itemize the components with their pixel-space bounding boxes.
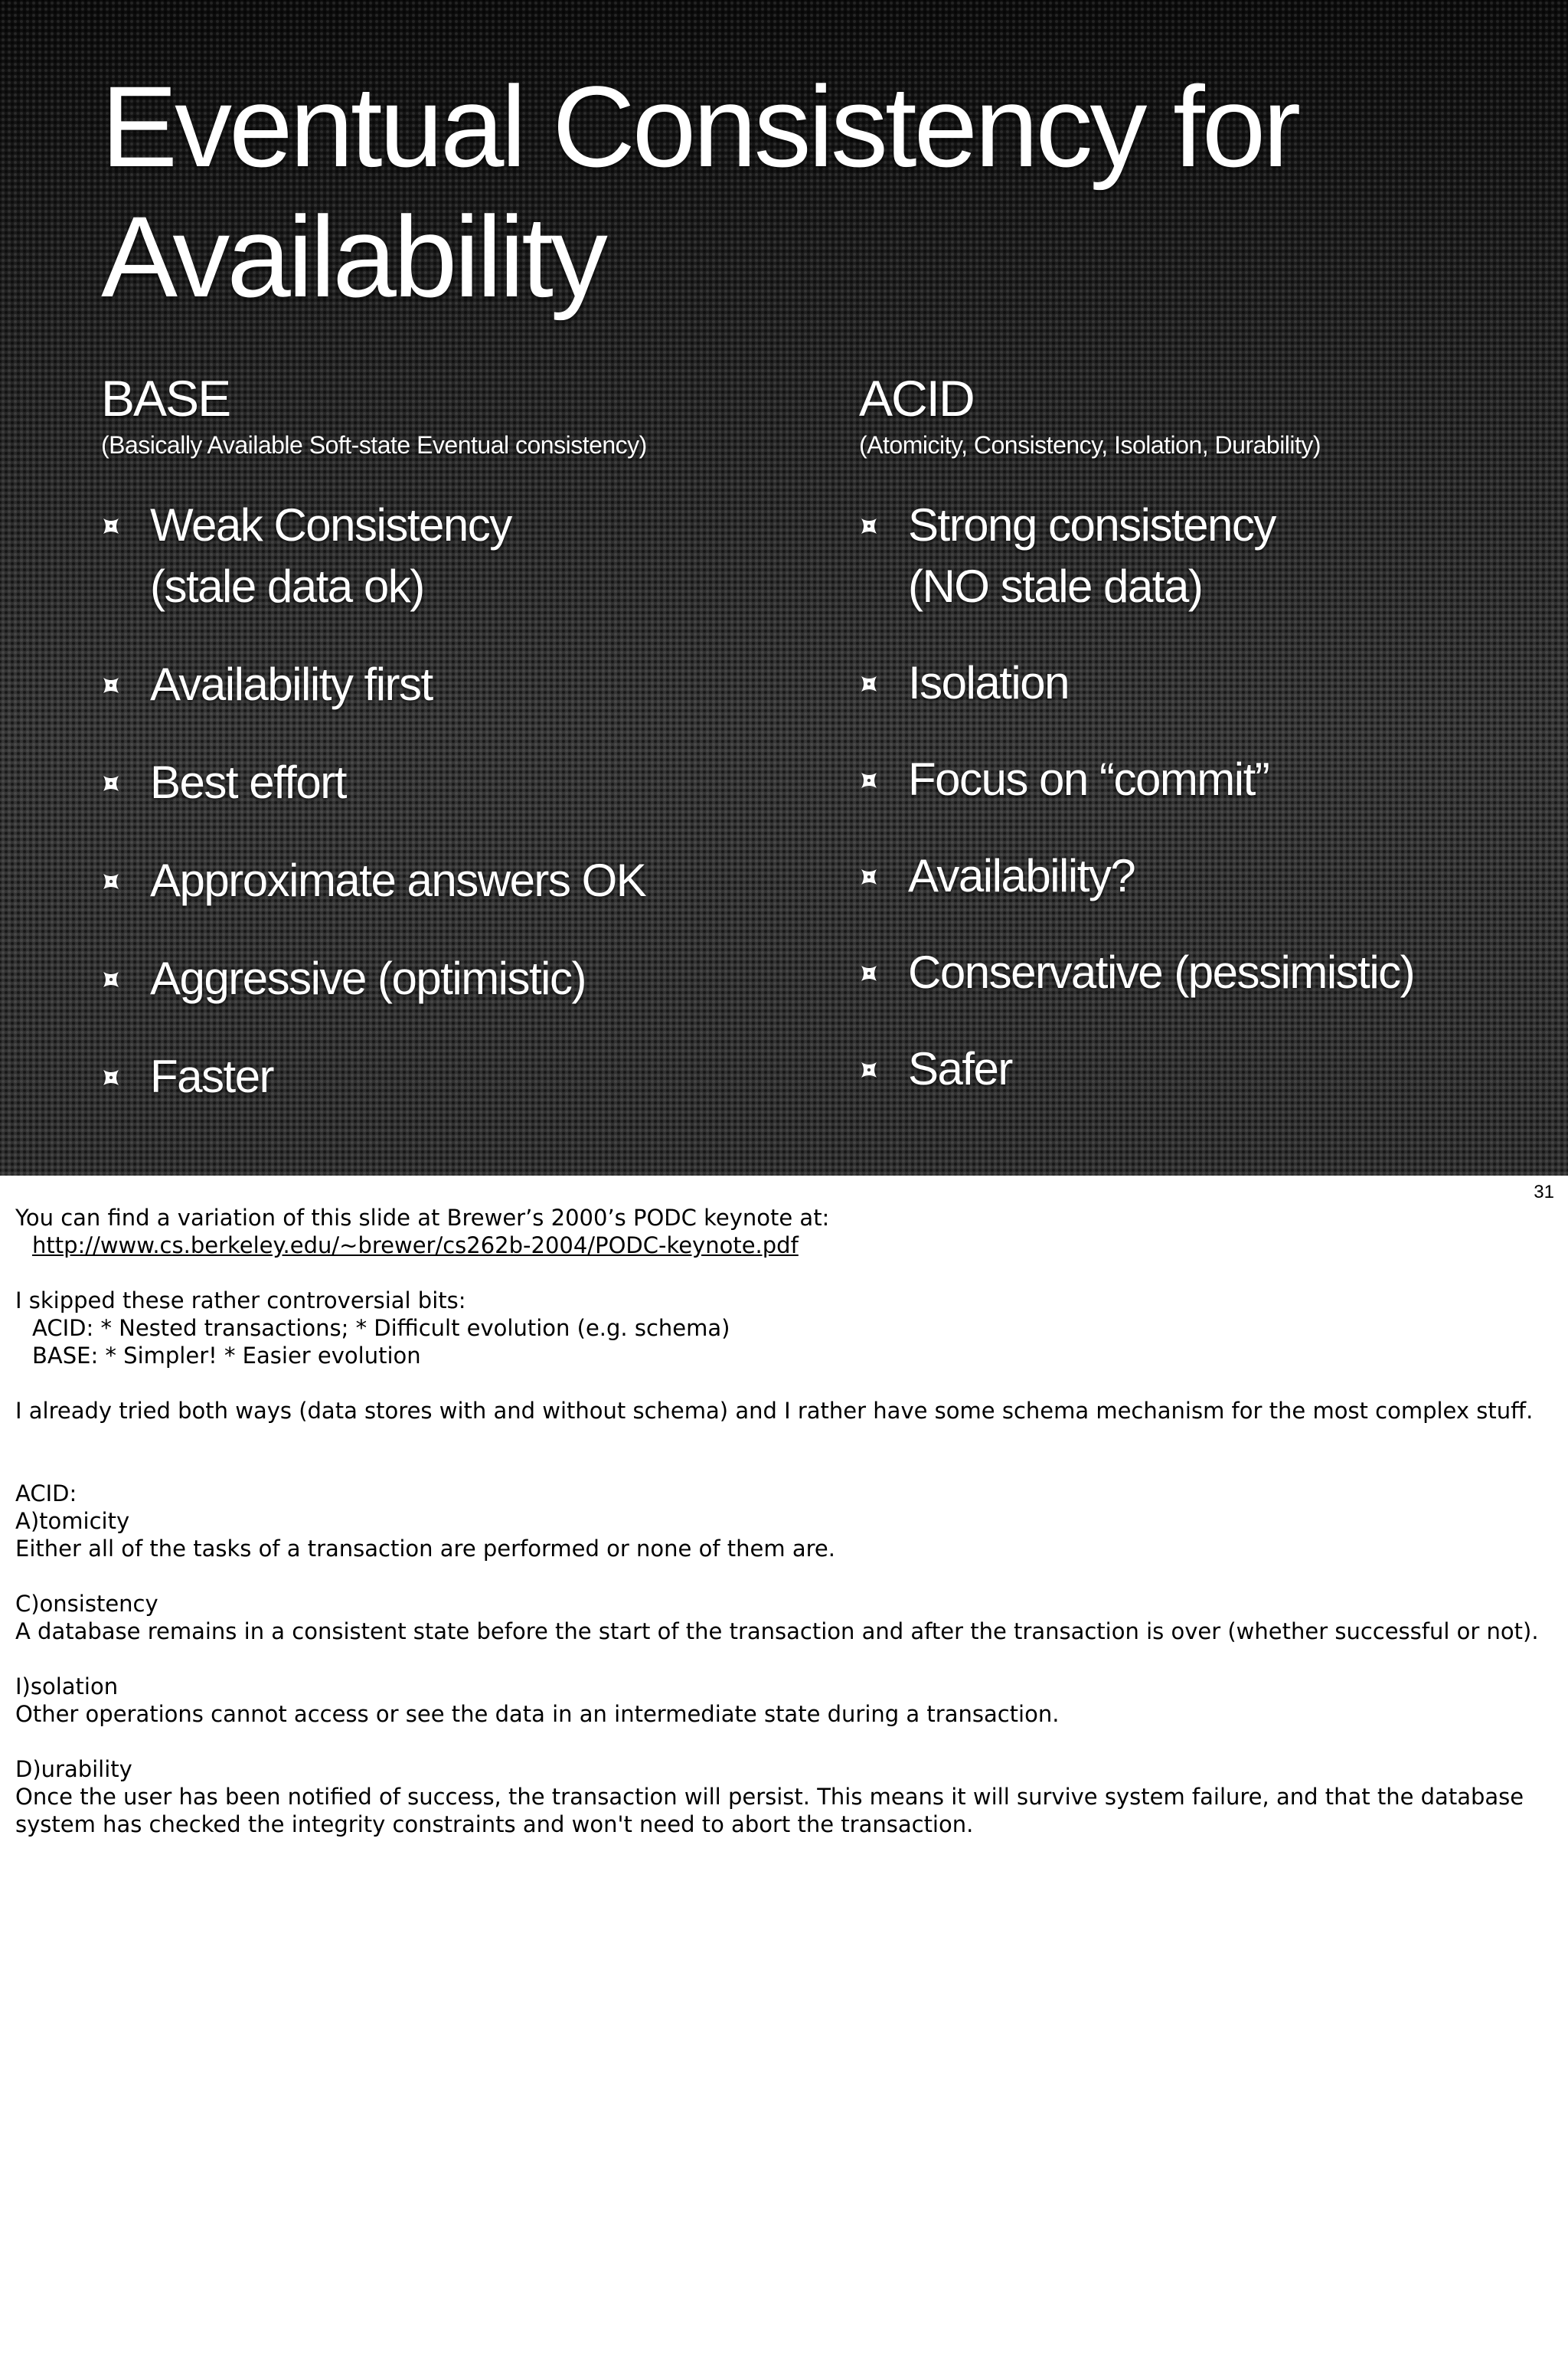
slide-title-line-1: Eventual Consistency for xyxy=(101,62,1298,191)
base-bullet-faster xyxy=(101,1046,775,1107)
bullet-text: Safer xyxy=(908,1043,1012,1094)
base-bullet-aggressive xyxy=(101,948,775,1009)
bullet-text: Strong consistency xyxy=(908,499,1276,551)
bullet-text-continued: (stale data ok) xyxy=(150,561,424,612)
base-bullet-list xyxy=(101,495,775,1107)
speaker-notes xyxy=(15,1204,1547,1838)
notes-skipped-header: I skipped these rather controversial bits: xyxy=(15,1287,466,1313)
x-bullet-icon xyxy=(101,970,121,990)
acid-bullet-strong-consistency xyxy=(859,495,1533,617)
base-column xyxy=(101,368,775,1144)
notes-atomicity-text: Either all of the tasks of a transaction are performed or none of them are. xyxy=(15,1536,835,1562)
x-bullet-icon xyxy=(101,774,121,793)
bullet-text: Aggressive (optimistic) xyxy=(150,953,586,1004)
acid-bullet-availability xyxy=(859,846,1533,907)
base-bullet-availability-first xyxy=(101,654,775,715)
notes-durability-text: Once the user has been notified of success, the transaction will persist. This means it will survive system failure, and that the database system has checked the integrity constraints and won't need to abort the transaction. xyxy=(15,1784,1524,1837)
notes-acid-header: ACID: xyxy=(15,1480,77,1506)
acid-bullet-isolation xyxy=(859,653,1533,714)
notes-consistency-title: C)onsistency xyxy=(15,1591,158,1617)
acid-bullet-list xyxy=(859,495,1533,1100)
bullet-text: Isolation xyxy=(908,657,1069,708)
notes-isolation-text: Other operations cannot access or see the data in an intermediate state during a transaction. xyxy=(15,1701,1060,1727)
bullet-text-continued: (NO stale data) xyxy=(908,561,1203,612)
acid-bullet-safer xyxy=(859,1039,1533,1100)
acid-bullet-conservative xyxy=(859,942,1533,1003)
acid-subheading: (Atomicity, Consistency, Isolation, Durability) xyxy=(859,431,1321,459)
notes-intro: You can find a variation of this slide at Brewer’s 2000’s PODC keynote at: xyxy=(15,1205,830,1231)
slide xyxy=(0,0,1568,1176)
base-heading: BASE xyxy=(101,370,230,427)
x-bullet-icon xyxy=(859,1060,879,1080)
notes-skipped-base: BASE: * Simpler! * Easier evolution xyxy=(32,1343,421,1369)
x-bullet-icon xyxy=(101,872,121,891)
acid-column xyxy=(859,368,1533,1135)
bullet-text: Availability? xyxy=(908,850,1135,901)
bullet-text: Approximate answers OK xyxy=(150,855,646,906)
notes-consistency-text: A database remains in a consistent state before the start of the transaction and after the transaction is over (whether successful or not). xyxy=(15,1618,1539,1644)
page-number: 31 xyxy=(1534,1182,1554,1202)
acid-heading: ACID xyxy=(859,370,974,427)
x-bullet-icon xyxy=(101,516,121,536)
x-bullet-icon xyxy=(859,963,879,983)
x-bullet-icon xyxy=(859,674,879,694)
bullet-text: Conservative (pessimistic) xyxy=(908,947,1415,998)
base-bullet-best-effort xyxy=(101,752,775,813)
bullet-text: Faster xyxy=(150,1051,274,1102)
x-bullet-icon xyxy=(101,675,121,695)
x-bullet-icon xyxy=(101,1068,121,1088)
bullet-text: Weak Consistency xyxy=(150,499,511,551)
base-bullet-weak-consistency xyxy=(101,495,775,617)
notes-skipped-acid: ACID: * Nested transactions; * Difficult evolution (e.g. schema) xyxy=(32,1315,730,1341)
x-bullet-icon xyxy=(859,867,879,887)
notes-atomicity-title: A)tomicity xyxy=(15,1508,130,1534)
bullet-text: Availability first xyxy=(150,659,433,710)
base-subheading: (Basically Available Soft-state Eventual consistency) xyxy=(101,431,647,459)
notes-opinion: I already tried both ways (data stores with and without schema) and I rather have some schema mechanism for the most complex stuff. xyxy=(15,1398,1534,1424)
x-bullet-icon xyxy=(859,770,879,790)
acid-bullet-focus-on-commit xyxy=(859,749,1533,810)
slide-title xyxy=(101,61,1479,322)
base-bullet-approximate-answers xyxy=(101,850,775,911)
slide-title-line-2: Availability xyxy=(101,192,605,321)
bullet-text: Focus on “commit” xyxy=(908,754,1269,805)
x-bullet-icon xyxy=(859,516,879,536)
podc-keynote-link[interactable]: http://www.cs.berkeley.edu/~brewer/cs262b-2004/PODC-keynote.pdf xyxy=(32,1232,799,1258)
bullet-text: Best effort xyxy=(150,757,346,808)
notes-isolation-title: I)solation xyxy=(15,1673,119,1699)
notes-durability-title: D)urability xyxy=(15,1756,132,1782)
